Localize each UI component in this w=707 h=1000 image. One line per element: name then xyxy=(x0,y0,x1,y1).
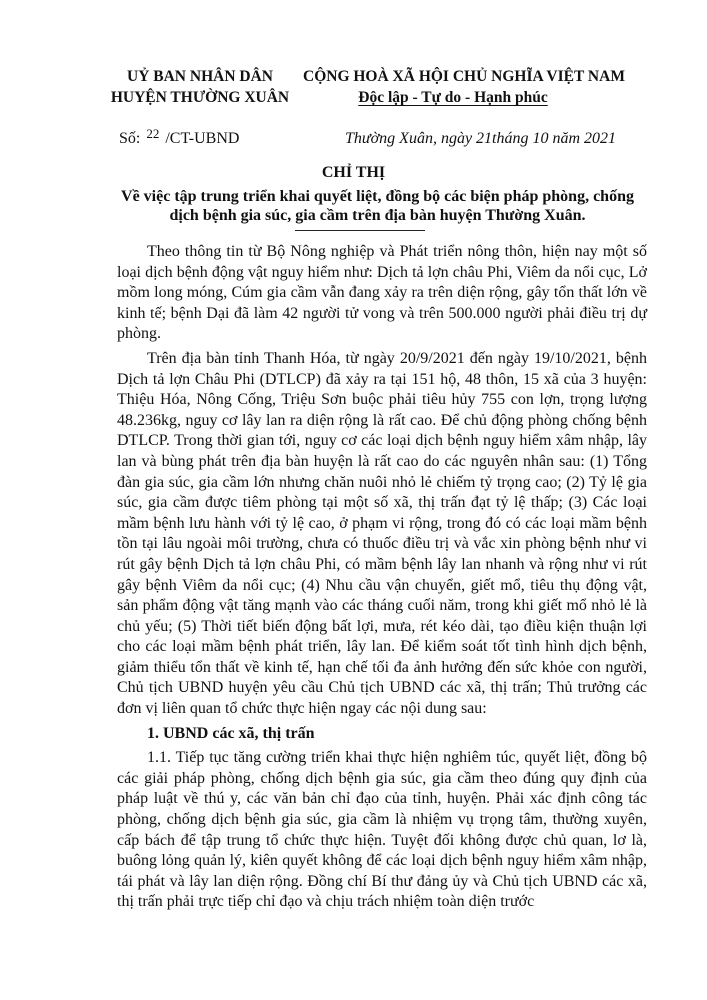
national-header xyxy=(303,66,625,108)
issuer-line-1: UỶ BAN NHÂN DÂN xyxy=(127,68,273,85)
body-paragraph-1: Theo thông tin từ Bộ Nông nghiệp và Phát triển nông thôn, hiện nay một số loại dịch bệnh động vật nguy hiểm như: Dịch tả lợn châu Phi, Viêm da nổi cục, Lở mồm long móng, Cúm gia cầm vẫn đang xảy ra trên diện rộng, gây tổn thất lớn về kinh tế; bệnh Dại đã làm 42 người tử vong và trên 500.000 người phải điều trị dự phòng. xyxy=(117,243,647,343)
body-paragraph-2: Trên địa bàn tỉnh Thanh Hóa, từ ngày 20/9/2021 đến ngày 19/10/2021, bệnh Dịch tả lợn Châu Phi (DTLCP) đã xảy ra tại 151 hộ, 48 thôn, 15 xã của 3 huyện: Thiệu Hóa, Nông Cống, Triệu Sơn buộc phải tiêu hủy 755 con lợn, trọng lượng 48.236kg, nguy cơ lây lan ra diện rộng là rất cao. Để chủ động phòng chống bệnh DTLCP. Trong thời gian tới, nguy cơ các loại dịch bệnh nguy hiểm xâm nhập, lây lan và bùng phát trên địa bàn huyện là rất cao do các nguyên nhân sau: (1) Tổng đàn gia súc, gia cầm lớn nhưng chăn nuôi nhỏ lẻ chiếm tỷ trọng cao; (2) Tỷ lệ gia súc, gia cầm được tiêm phòng tại một số xã, thị trấn đạt tỷ lệ thấp; (3) Các loại mầm bệnh lưu hành với tỷ lệ cao, ở phạm vi rộng, trong đó có các loại mầm bệnh tồn tại lâu ngoài môi trường, chưa có thuốc điều trị và vắc xin phòng bệnh như vi rút gây bệnh Dịch tả lợn châu Phi, có mầm bệnh lây lan nhanh và rộng như vi rút gây bệnh Viêm da nổi cục; (4) Nhu cầu vận chuyển, giết mổ, tiêu thụ động vật, sản phẩm động vật tăng mạnh vào các tháng cuối năm, trong khi giết mổ nhỏ lẻ là chủ yếu; (5) Thời tiết biến động bất lợi, mưa, rét kéo dài, tạo điều kiện thuận lợi cho các loại mầm bệnh phát triển, lây lan. Để kiểm soát tốt tình hình dịch bệnh, giảm thiểu tổn thất về kinh tế, hạn chế tối đa ảnh hưởng đến sức khỏe con người, Chủ tịch UBND huyện yêu cầu Chủ tịch UBND các xã, thị trấn; Thủ trưởng các đơn vị liên quan tổ chức thực hiện ngay các nội dung sau: xyxy=(117,349,647,718)
date-suffix: tháng 10 năm 2021 xyxy=(492,130,617,147)
number-suffix: /CT-UBND xyxy=(165,130,240,147)
date-prefix: Thường Xuân, ngày xyxy=(345,130,473,147)
number-value: 22 xyxy=(146,126,160,141)
document-number xyxy=(119,126,240,148)
subject-underline xyxy=(295,230,425,231)
national-motto: Độc lập - Tự do - Hạnh phúc xyxy=(358,89,548,106)
document-body xyxy=(117,242,647,917)
number-prefix: Số: xyxy=(119,130,141,147)
document-title: CHỈ THỊ xyxy=(321,164,386,181)
issuer-line-2: HUYỆN THƯỜNG XUÂN xyxy=(110,89,290,106)
national-title: CỘNG HOÀ XÃ HỘI CHỦ NGHĨA VIỆT NAM xyxy=(303,68,625,85)
date-day: 21 xyxy=(476,130,493,147)
issuer-header xyxy=(100,66,300,108)
document-subject: Về việc tập trung triển khai quyết liệt, đồng bộ các biện pháp phòng, chống dịch bệnh gia súc, gia cầm trên địa bàn huyện Thường Xuân. xyxy=(121,188,634,224)
section-heading-1: 1. UBND các xã, thị trấn xyxy=(147,724,315,742)
body-paragraph-3: 1.1. Tiếp tục tăng cường triển khai thực hiện nghiêm túc, quyết liệt, đồng bộ các giải pháp phòng, chống dịch bệnh gia súc, gia cầm theo đúng quy định của pháp luật về thú y, các văn bản chỉ đạo của tỉnh, huyện. Phải xác định công tác phòng, chống dịch bệnh gia súc, gia cầm là nhiệm vụ trọng tâm, thường xuyên, cấp bách để tập trung tổ chức thực hiện. Tuyệt đối không được chủ quan, lơ là, buông lỏng quản lý, kiên quyết không để các loại dịch bệnh nguy hiểm xâm nhập, tái phát và lây lan diện rộng. Đồng chí Bí thư đảng ủy và Chủ tịch UBND các xã, thị trấn phải trực tiếp chỉ đạo và chịu trách nhiệm toàn diện trước xyxy=(117,749,647,911)
document-date xyxy=(345,130,616,148)
